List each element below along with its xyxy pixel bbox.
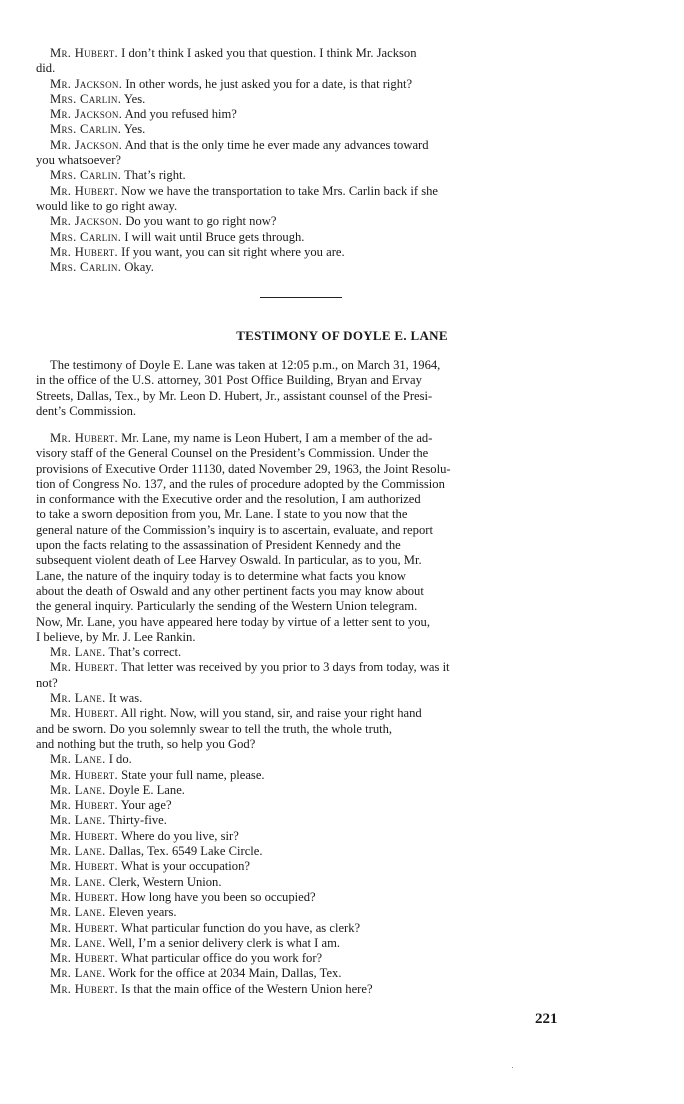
- text-line: [36, 691, 562, 706]
- line-text: would like to go right away.: [36, 198, 178, 213]
- speaker-name: Mr. Lane.: [50, 935, 106, 950]
- line-text: Dallas, Tex. 6549 Lake Circle.: [108, 844, 263, 859]
- text-line: [36, 538, 562, 553]
- line-text: Work for the office at 2034 Main, Dallas, Tex.: [108, 966, 342, 981]
- line-text: Well, I’m a senior delivery clerk is what I am.: [108, 935, 341, 950]
- text-line: [36, 905, 562, 920]
- speaker-name: Mr. Lane.: [50, 813, 106, 828]
- text-line: [36, 199, 562, 214]
- speaker-name: Mr. Hubert.: [50, 798, 119, 813]
- text-line: [36, 660, 562, 675]
- line-text: I do.: [108, 752, 132, 767]
- line-text: That’s right.: [124, 168, 186, 183]
- text-line: [36, 245, 562, 260]
- text-line: [36, 569, 562, 584]
- line-text: visory staff of the General Counsel on the President’s Commission. Under the: [36, 446, 429, 461]
- line-text: you whatsoever?: [36, 153, 121, 168]
- line-text: Now, Mr. Lane, you have appeared here today by virtue of a letter sent to you,: [36, 614, 431, 629]
- text-line: [36, 230, 562, 245]
- text-line: [36, 446, 562, 461]
- text-line: [36, 358, 562, 373]
- line-text: the general inquiry. Particularly the sending of the Western Union telegram.: [36, 599, 418, 614]
- speaker-name: Mr. Hubert.: [50, 431, 119, 445]
- speaker-name: Mr. Lane.: [50, 782, 106, 797]
- text-line: [36, 798, 562, 813]
- text-line: [36, 890, 562, 905]
- text-line: [36, 260, 562, 275]
- text-line: [36, 844, 562, 859]
- line-text: Thirty-five.: [108, 813, 167, 828]
- line-text: provisions of Executive Order 11130, dated November 29, 1963, the Joint Resolu-: [36, 461, 451, 476]
- line-text: about the death of Oswald and any other pertinent facts you may know about: [36, 583, 424, 598]
- text-line: [36, 783, 562, 798]
- line-text: Doyle E. Lane.: [108, 782, 185, 797]
- text-line: [36, 107, 562, 122]
- text-line: [36, 752, 562, 767]
- text-line: [36, 645, 562, 660]
- text-line: [36, 462, 562, 477]
- text-line: [36, 404, 562, 419]
- line-text: In other words, he just asked you for a date, is that right?: [125, 76, 413, 91]
- speaker-name: Mr. Hubert.: [50, 828, 119, 843]
- line-text: Eleven years.: [108, 905, 177, 920]
- line-text: Your age?: [120, 798, 172, 813]
- text-line: [36, 829, 562, 844]
- line-text: and be sworn. Do you solemnly swear to tell the truth, the whole truth,: [36, 721, 393, 736]
- text-line: [36, 921, 562, 936]
- section-divider: [260, 297, 342, 298]
- speaker-name: Mr. Hubert.: [50, 706, 119, 721]
- text-line: [36, 553, 562, 568]
- line-text: subsequent violent death of Lee Harvey Oswald. In particular, as to you, Mr.: [36, 553, 422, 568]
- line-text: Lane, the nature of the inquiry today is to determine what facts you know: [36, 568, 407, 583]
- line-text: dent’s Commission.: [36, 403, 137, 418]
- speaker-name: Mr. Hubert.: [50, 859, 119, 874]
- text-line: [36, 373, 562, 388]
- text-line: [36, 630, 562, 645]
- text-line: [36, 523, 562, 538]
- text-line: [36, 722, 562, 737]
- text-line: [36, 477, 562, 492]
- text-line: [36, 168, 562, 183]
- text-line: [36, 951, 562, 966]
- speaker-name: Mr. Jackson.: [50, 107, 123, 122]
- line-text: did.: [36, 61, 56, 76]
- speaker-name: Mr. Hubert.: [50, 920, 119, 935]
- text-line: [36, 184, 562, 199]
- text-line: [36, 431, 562, 446]
- text-line: [36, 737, 562, 752]
- text-line: [36, 77, 562, 92]
- text-line: [36, 813, 562, 828]
- line-text: I will wait until Bruce gets through.: [124, 229, 305, 244]
- line-text: Okay.: [124, 260, 154, 275]
- line-text: upon the facts relating to the assassination of President Kennedy and the: [36, 538, 401, 553]
- speaker-name: Mrs. Carlin.: [50, 122, 122, 137]
- speaker-name: Mr. Jackson.: [50, 137, 123, 152]
- text-line: [36, 982, 562, 997]
- text-line: [36, 61, 562, 76]
- section-heading: TESTIMONY OF DOYLE E. LANE: [236, 328, 448, 343]
- text-line: [36, 875, 562, 890]
- text-line: [36, 966, 562, 981]
- line-text: in conformance with the Executive order and the resolution, I am authorized: [36, 492, 421, 507]
- line-text: What is your occupation?: [120, 859, 250, 874]
- speaker-name: Mr. Hubert.: [50, 981, 119, 996]
- line-text: If you want, you can sit right where you are.: [121, 244, 345, 259]
- speaker-name: Mr. Lane.: [50, 752, 106, 767]
- line-text: Is that the main office of the Western Union here?: [121, 981, 373, 996]
- line-text: Mr. Lane, my name is Leon Hubert, I am a member of the ad-: [121, 431, 433, 445]
- text-line: [36, 599, 562, 614]
- line-text: general nature of the Commission’s inquiry is to ascertain, evaluate, and report: [36, 522, 433, 537]
- line-text: And that is the only time he ever made any advances toward: [124, 137, 429, 152]
- line-text: I don’t think I asked you that question. I think Mr. Jackson: [121, 46, 417, 60]
- text-line: [36, 46, 562, 61]
- speaker-name: Mr. Lane.: [50, 874, 106, 889]
- text-line: [36, 507, 562, 522]
- line-text: State your full name, please.: [121, 767, 265, 782]
- speaker-name: Mr. Jackson.: [50, 214, 123, 229]
- line-text: Streets, Dallas, Tex., by Mr. Leon D. Hubert, Jr., assistant counsel of the Presi-: [36, 388, 433, 403]
- line-text: Do you want to go right now?: [125, 214, 277, 229]
- line-text: And you refused him?: [124, 107, 237, 122]
- speaker-name: Mr. Hubert.: [50, 951, 119, 966]
- line-text: Yes.: [123, 122, 146, 137]
- speaker-name: Mr. Lane.: [50, 844, 106, 859]
- line-text: not?: [36, 675, 58, 690]
- speaker-name: Mrs. Carlin.: [50, 168, 122, 183]
- text-line: [36, 768, 562, 783]
- text-line: [36, 153, 562, 168]
- page-number: 221: [535, 1011, 558, 1027]
- text-line: [36, 676, 562, 691]
- speaker-name: Mr. Lane.: [50, 691, 106, 706]
- speaker-name: Mr. Lane.: [50, 966, 106, 981]
- line-text: What particular function do you have, as clerk?: [120, 920, 361, 935]
- text-line: [36, 138, 562, 153]
- line-text: tion of Congress No. 137, and the rules of procedure adopted by the Commission: [36, 476, 445, 491]
- intro-paragraph: [36, 358, 562, 419]
- text-line: [36, 214, 562, 229]
- speaker-name: Mrs. Carlin.: [50, 91, 122, 106]
- text-line: [36, 584, 562, 599]
- line-text: That letter was received by you prior to 3 days from today, was it: [120, 660, 450, 675]
- text-line: [36, 859, 562, 874]
- text-line: [36, 92, 562, 107]
- speaker-name: Mr. Hubert.: [50, 767, 119, 782]
- text-line: [36, 706, 562, 721]
- speaker-name: Mr. Hubert.: [50, 183, 119, 198]
- text-line: [36, 615, 562, 630]
- line-text: Yes.: [123, 91, 146, 106]
- text-line: [36, 389, 562, 404]
- speaker-name: Mrs. Carlin.: [50, 229, 122, 244]
- line-text: and nothing but the truth, so help you God?: [36, 736, 256, 751]
- transcript-body: [36, 431, 562, 997]
- speaker-name: Mr. Lane.: [50, 905, 106, 920]
- line-text: All right. Now, will you stand, sir, and raise your right hand: [120, 706, 422, 721]
- text-line: [36, 492, 562, 507]
- line-text: Now we have the transportation to take Mrs. Carlin back if she: [121, 183, 439, 198]
- line-text: I believe, by Mr. J. Lee Rankin.: [36, 629, 196, 644]
- speaker-name: Mr. Hubert.: [50, 660, 119, 675]
- line-text: What particular office do you work for?: [120, 951, 323, 966]
- text-line: [36, 122, 562, 137]
- scan-speck: [512, 1067, 513, 1068]
- line-text: It was.: [108, 691, 143, 706]
- speaker-name: Mrs. Carlin.: [50, 260, 122, 275]
- transcript-top: [36, 46, 562, 275]
- line-text: Clerk, Western Union.: [108, 874, 222, 889]
- speaker-name: Mr. Hubert.: [50, 889, 119, 904]
- speaker-name: Mr. Jackson.: [50, 76, 123, 91]
- line-text: Where do you live, sir?: [120, 828, 239, 843]
- line-text: to take a sworn deposition from you, Mr. Lane. I state to you now that the: [36, 507, 408, 522]
- line-text: in the office of the U.S. attorney, 301 Post Office Building, Bryan and Ervay: [36, 373, 422, 388]
- speaker-name: Mr. Hubert.: [50, 46, 119, 60]
- line-text: The testimony of Doyle E. Lane was taken at 12:05 p.m., on March 31, 1964,: [50, 358, 441, 372]
- speaker-name: Mr. Hubert.: [50, 244, 119, 259]
- text-line: [36, 936, 562, 951]
- line-text: How long have you been so occupied?: [121, 889, 316, 904]
- line-text: That’s correct.: [108, 645, 182, 660]
- speaker-name: Mr. Lane.: [50, 645, 106, 660]
